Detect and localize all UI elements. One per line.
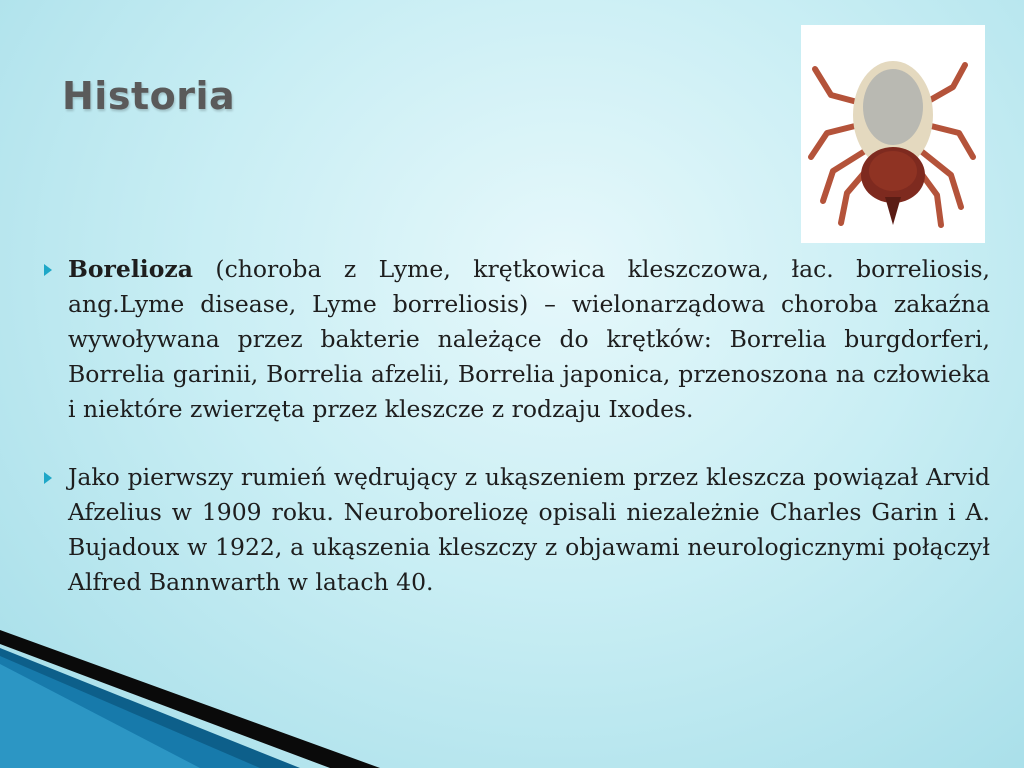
bullet-item <box>40 252 990 427</box>
bullet-text: (choroba z Lyme, krętkowica kleszczowa, łac. borreliosis, ang.Lyme disease, Lyme borreliosis) – wielonarządowa choroba zakaźna wywoływana przez bakterie należące do krętków: Borrelia burgdorferi, Borrelia garinii, Borrelia afzelii, Borrelia japonica, przenoszona na człowieka i niektóre zwierzęta przez kleszcze z rodzaju Ixodes. <box>68 255 990 423</box>
bullet-list <box>40 252 990 600</box>
bullet-arrow-icon <box>44 264 52 276</box>
bullet-arrow-icon <box>44 472 52 484</box>
bullet-text: Jako pierwszy rumień wędrujący z ukąszeniem przez kleszcza powiązał Arvid Afzelius w 1909 roku. Neuroboreliozę opisali niezależnie Charles Garin i A. Bujadoux w 1922, a ukąszenia kleszczy z objawami neurologicznymi połączył Alfred Bannwarth w latach 40. <box>68 463 990 596</box>
tick-image <box>801 25 985 243</box>
slide-title: Historia <box>62 74 236 118</box>
corner-decoration <box>0 620 400 768</box>
bullet-term: Borelioza <box>68 255 193 283</box>
bullet-item <box>40 460 990 600</box>
